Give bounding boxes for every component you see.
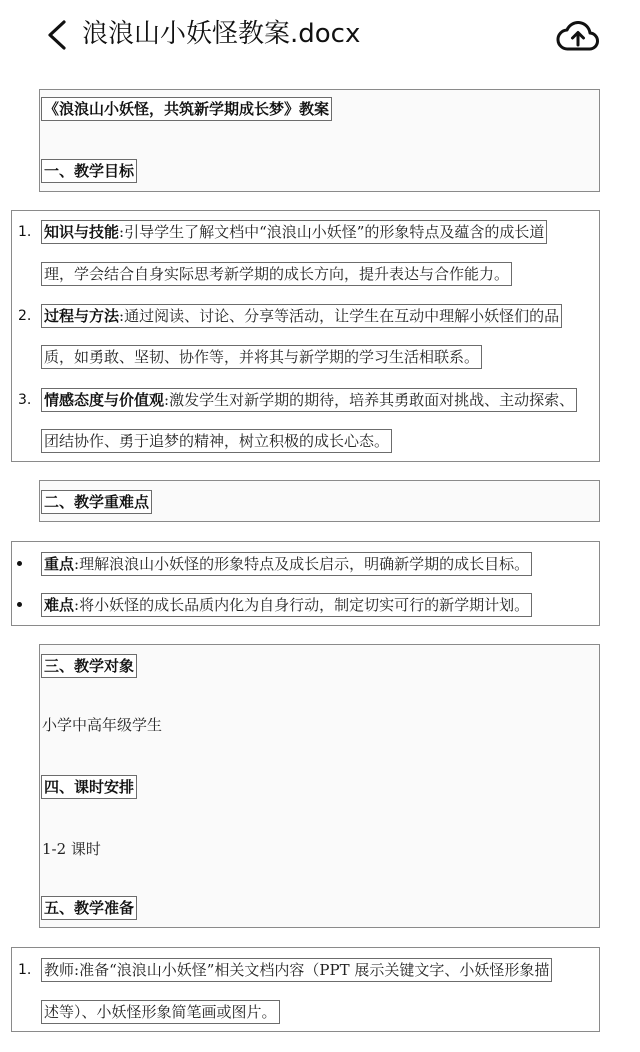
bullet-icon — [17, 602, 22, 607]
cloud-upload-icon[interactable] — [556, 16, 600, 56]
goal-term: 过程与方法 — [44, 307, 120, 325]
keypoint-term: 难点 — [44, 596, 75, 614]
goal-item-1-line1 — [41, 220, 547, 244]
term-separator: : — [119, 223, 125, 241]
document-title: 浪浪山小妖怪教案.docx — [82, 19, 361, 49]
goal-text: 引导学生了解文档中“浪浪山小妖怪”的形象特点及蕴含的成长道 — [124, 223, 545, 241]
doc-block-goals — [11, 210, 600, 462]
schedule-text: 1-2 课时 — [42, 840, 101, 858]
keypoint-item-1 — [41, 552, 532, 576]
keypoint-text: 将小妖怪的成长品质内化为自身行动，制定切实可行的新学期计划。 — [79, 596, 530, 614]
goal-text: 通过阅读、讨论、分享等活动，让学生在互动中理解小妖怪们的品 — [124, 307, 560, 325]
section-heading-keypoints: 二、教学重难点 — [41, 490, 152, 514]
term-separator: : — [164, 391, 170, 409]
prep-text: 准备“浪浪山小妖怪”相关文档内容（PPT 展示关键文字、小妖怪形象描 — [79, 961, 550, 979]
list-number: 3. — [18, 392, 32, 408]
goal-item-2-line1 — [41, 304, 562, 328]
list-number: 1. — [18, 224, 32, 240]
term-separator: : — [74, 596, 80, 614]
keypoint-text: 理解浪浪山小妖怪的形象特点及成长启示，明确新学期的成长目标。 — [79, 555, 530, 573]
audience-text: 小学中高年级学生 — [42, 716, 163, 734]
prep-item-1-line1 — [41, 958, 552, 982]
goal-item-3-line1 — [41, 388, 577, 412]
section-heading-goals: 一、教学目标 — [41, 159, 137, 183]
list-number: 2. — [18, 308, 32, 324]
list-number: 1. — [18, 962, 32, 978]
goal-text: 激发学生对新学期的期待，培养其勇敢面对挑战、主动探索、 — [169, 391, 575, 409]
keypoint-term: 重点 — [44, 555, 75, 573]
bullet-icon — [17, 561, 22, 566]
section-heading-audience: 三、教学对象 — [41, 654, 137, 678]
keypoint-item-2 — [41, 593, 532, 617]
goal-term: 情感态度与价值观 — [44, 391, 165, 409]
term-separator: : — [74, 555, 80, 573]
top-bar — [0, 0, 640, 70]
section-heading-schedule: 四、课时安排 — [41, 775, 137, 799]
section-heading-preparation: 五、教学准备 — [41, 896, 137, 920]
chevron-left-icon[interactable] — [42, 18, 72, 52]
goal-item-1-line2: 理，学会结合自身实际思考新学期的成长方向，提升表达与合作能力。 — [41, 262, 512, 286]
goal-item-2-line2: 质，如勇敢、坚韧、协作等，并将其与新学期的学习生活相联系。 — [41, 345, 482, 369]
prep-term: 教师 — [44, 961, 75, 979]
doc-main-title: 《浪浪山小妖怪，共筑新学期成长梦》教案 — [41, 97, 332, 121]
goal-item-3-line2: 团结协作、勇于追梦的精神，树立积极的成长心态。 — [41, 429, 392, 453]
term-separator: : — [74, 961, 80, 979]
term-separator: : — [119, 307, 125, 325]
goal-term: 知识与技能 — [44, 223, 120, 241]
prep-item-1-line2: 述等）、小妖怪形象简笔画或图片。 — [41, 1000, 280, 1024]
